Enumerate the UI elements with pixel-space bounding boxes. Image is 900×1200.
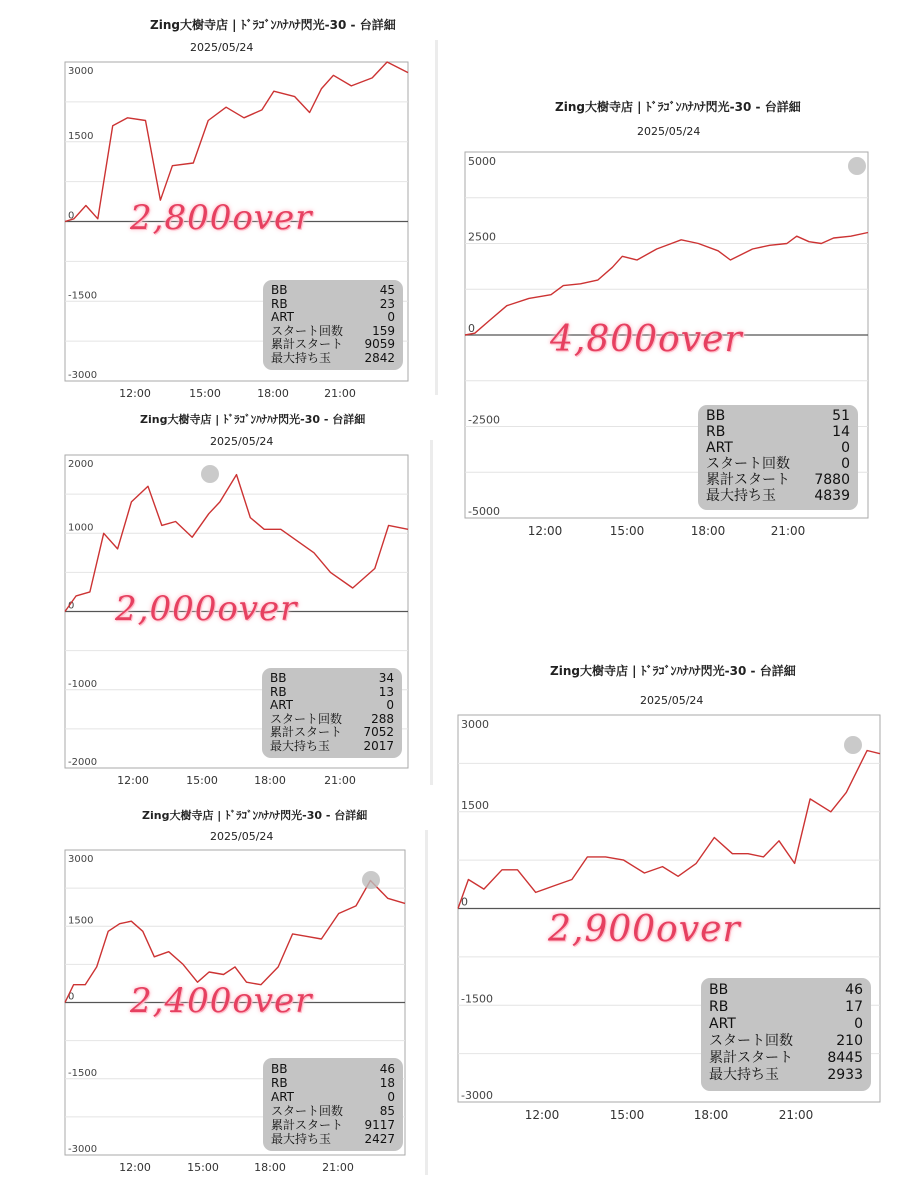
overlay-annotation: 2,900over <box>548 909 741 950</box>
chart-date: 2025/05/24 <box>190 41 254 54</box>
x-tick-label: 12:00 <box>524 1108 560 1122</box>
y-tick-label: 3000 <box>461 718 489 731</box>
chart-title: Zing大樹寺店 | ﾄﾞﾗｺﾞﾝﾊﾅﾊﾅ閃光-30 - 台詳細 <box>555 100 801 114</box>
y-tick-label: -5000 <box>468 505 500 518</box>
y-tick-label: 0 <box>68 600 75 612</box>
stats-key: RB <box>709 999 729 1016</box>
stats-key: 累計スタート <box>706 471 790 488</box>
stats-row <box>709 982 863 999</box>
stats-value: 288 <box>371 711 394 726</box>
stats-key: ART <box>271 1090 295 1105</box>
overlay-annotation: 4,800over <box>550 319 743 360</box>
overlay-annotation: 2,000over <box>115 589 298 629</box>
stats-key: ART <box>271 310 295 325</box>
y-tick-label: -1500 <box>461 992 493 1006</box>
y-tick-label: 1500 <box>68 130 94 142</box>
chart-title: Zing大樹寺店 | ﾄﾞﾗｺﾞﾝﾊﾅﾊﾅ閃光-30 - 台詳細 <box>550 664 796 678</box>
x-tick-label: 21:00 <box>778 1108 814 1122</box>
stats-value: 2842 <box>364 350 395 365</box>
stats-key: RB <box>270 684 287 699</box>
stats-key: RB <box>706 423 726 440</box>
y-tick-label: 3000 <box>68 854 94 865</box>
y-tick-label: 1500 <box>461 798 489 812</box>
stats-key: BB <box>271 1062 288 1076</box>
y-tick-label: 1000 <box>68 522 94 534</box>
stats-value: 46 <box>845 982 863 998</box>
chart-title: Zing大樹寺店 | ﾄﾞﾗｺﾞﾝﾊﾅﾊﾅ閃光-30 - 台詳細 <box>140 413 366 426</box>
chart-date: 2025/05/24 <box>640 694 704 707</box>
chart-date: 2025/05/24 <box>210 435 274 448</box>
chart-date: 2025/05/24 <box>637 125 701 138</box>
stats-key: スタート回数 <box>271 323 344 338</box>
x-tick-label: 21:00 <box>324 774 356 787</box>
stats-key: BB <box>709 982 729 998</box>
stats-key: BB <box>271 283 288 297</box>
stats-key: スタート回数 <box>706 455 790 472</box>
y-tick-label: 5000 <box>468 155 496 168</box>
y-tick-label: 0 <box>461 895 468 909</box>
y-tick-label: 3000 <box>68 66 94 77</box>
y-tick-label: 0 <box>68 210 75 222</box>
stats-key: 最大持ち玉 <box>270 738 331 753</box>
chart-date: 2025/05/24 <box>210 830 274 843</box>
stats-value: 9117 <box>364 1118 395 1133</box>
x-tick-label: 12:00 <box>117 774 149 787</box>
stats-value: 0 <box>386 698 394 713</box>
x-tick-label: 15:00 <box>186 774 218 787</box>
x-tick-label: 15:00 <box>609 524 645 538</box>
stats-value: 9059 <box>364 337 395 352</box>
stats-value: 45 <box>379 283 395 297</box>
stats-value: 23 <box>379 296 395 311</box>
stats-key: 累計スタート <box>271 1118 344 1133</box>
stats-key: 最大持ち玉 <box>709 1067 779 1084</box>
x-tick-label: 18:00 <box>690 524 726 538</box>
y-tick-label: 2000 <box>68 459 94 470</box>
x-tick-label: 18:00 <box>693 1108 729 1122</box>
chart-title: Zing大樹寺店 | ﾄﾞﾗｺﾞﾝﾊﾅﾊﾅ閃光-30 - 台詳細 <box>150 18 396 32</box>
y-tick-label: -3000 <box>68 370 98 381</box>
stats-value: 2017 <box>363 738 394 753</box>
stats-key: RB <box>271 1076 288 1091</box>
x-tick-label: 15:00 <box>609 1108 645 1122</box>
stats-value: 7052 <box>363 725 394 740</box>
stats-row <box>709 999 863 1016</box>
stats-value: 2427 <box>364 1132 395 1147</box>
stats-value: 14 <box>832 423 850 440</box>
y-tick-label: 1500 <box>68 915 94 927</box>
stats-box <box>701 978 871 1091</box>
y-tick-label: -1000 <box>68 678 98 690</box>
stats-value: 51 <box>832 408 850 424</box>
y-tick-label: 0 <box>468 322 475 335</box>
x-tick-label: 18:00 <box>254 774 286 787</box>
stats-row <box>709 1033 863 1050</box>
stats-value: 46 <box>379 1062 395 1076</box>
y-tick-label: -1500 <box>68 1067 98 1079</box>
stats-key: 最大持ち玉 <box>706 487 776 504</box>
stats-key: 累計スタート <box>270 725 343 740</box>
stats-value: 4839 <box>814 487 850 504</box>
stats-key: ART <box>270 698 294 713</box>
stats-value: 85 <box>379 1104 395 1119</box>
y-tick-label: 2500 <box>468 230 496 244</box>
stats-key: BB <box>706 408 726 424</box>
stats-key: スタート回数 <box>270 711 343 726</box>
stats-row <box>709 1050 863 1067</box>
stats-key: 最大持ち玉 <box>271 1132 332 1147</box>
stats-key: スタート回数 <box>271 1104 344 1119</box>
chart-title: Zing大樹寺店 | ﾄﾞﾗｺﾞﾝﾊﾅﾊﾅ閃光-30 - 台詳細 <box>142 809 368 822</box>
stats-value: 34 <box>378 671 394 685</box>
stats-value: 210 <box>836 1033 863 1050</box>
stats-key: ART <box>706 439 733 456</box>
stats-value: 17 <box>845 999 863 1016</box>
stats-row <box>709 1067 863 1084</box>
peak-marker <box>844 736 862 754</box>
x-tick-label: 15:00 <box>187 1161 219 1174</box>
stats-value: 159 <box>372 323 395 338</box>
y-tick-label: 0 <box>68 991 75 1003</box>
y-tick-label: -2500 <box>468 413 500 427</box>
x-tick-label: 12:00 <box>119 1161 151 1174</box>
stats-value: 0 <box>387 1090 395 1105</box>
stats-value: 8445 <box>827 1050 863 1067</box>
stats-value: 18 <box>379 1076 395 1091</box>
x-tick-label: 12:00 <box>119 387 151 400</box>
stats-value: 0 <box>841 439 850 456</box>
stats-value: 2933 <box>827 1067 863 1084</box>
x-tick-label: 21:00 <box>770 524 806 538</box>
y-tick-label: -1500 <box>68 290 98 302</box>
stats-key: 累計スタート <box>709 1050 793 1067</box>
overlay-annotation: 2,400over <box>130 981 313 1021</box>
stats-key: ART <box>709 1016 736 1033</box>
x-tick-label: 21:00 <box>322 1161 354 1174</box>
y-tick-label: -2000 <box>68 757 98 768</box>
stats-key: 累計スタート <box>271 337 344 352</box>
x-tick-label: 18:00 <box>254 1161 286 1174</box>
stats-row <box>709 1016 863 1033</box>
x-tick-label: 15:00 <box>189 387 221 400</box>
stats-value: 13 <box>378 684 394 699</box>
x-tick-label: 12:00 <box>527 524 563 538</box>
overlay-annotation: 2,800over <box>130 198 313 238</box>
x-tick-label: 21:00 <box>324 387 356 400</box>
stats-value: 0 <box>854 1016 863 1033</box>
stats-value: 0 <box>841 455 850 472</box>
y-tick-label: -3000 <box>68 1144 98 1155</box>
x-tick-label: 18:00 <box>257 387 289 400</box>
stats-key: RB <box>271 296 288 311</box>
stats-key: 最大持ち玉 <box>271 350 332 365</box>
stats-value: 0 <box>387 310 395 325</box>
stats-value: 7880 <box>814 471 850 488</box>
y-tick-label: -3000 <box>461 1089 493 1102</box>
stats-key: スタート回数 <box>709 1033 793 1050</box>
stats-key: BB <box>270 671 287 685</box>
